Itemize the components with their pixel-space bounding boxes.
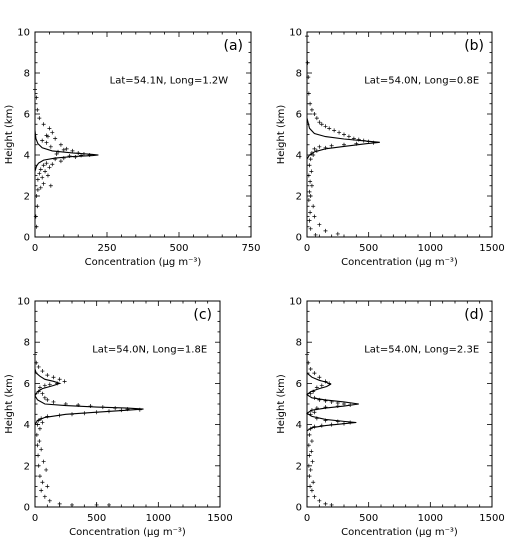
observation-point [330, 503, 334, 507]
observation-point [58, 413, 62, 417]
panel-3 [276, 297, 505, 539]
y-tick-label: 8 [295, 337, 302, 349]
y-tick-label: 8 [23, 337, 30, 349]
x-tick-label: 1500 [479, 243, 505, 254]
observation-point [38, 427, 42, 431]
observation-point [330, 144, 334, 148]
y-tick-label: 10 [289, 27, 302, 39]
observation-point [310, 184, 314, 188]
y-axis-label: Height (km) [4, 374, 15, 434]
observation-point [37, 464, 41, 468]
observation-point [42, 163, 46, 167]
observation-point [40, 176, 44, 180]
observation-point [311, 480, 315, 484]
observation-point [46, 174, 50, 178]
panel-2 [4, 297, 233, 539]
x-axis-label: Concentration (μg m⁻³) [84, 257, 202, 268]
x-tick-label: 0 [303, 243, 311, 254]
observation-point [35, 108, 39, 112]
y-tick-label: 2 [23, 191, 30, 203]
observation-point [309, 367, 313, 371]
observation-point [39, 167, 43, 171]
observation-point [45, 373, 49, 377]
observation-point [317, 145, 321, 149]
y-tick-label: 2 [295, 191, 302, 203]
observation-point [312, 147, 316, 151]
observation-point [52, 400, 56, 404]
y-tick-label: 4 [23, 420, 30, 432]
observation-point [42, 122, 46, 126]
observation-point [310, 439, 314, 443]
observation-point [362, 139, 366, 143]
x-axis-label: Concentration (μg m⁻³) [341, 527, 458, 538]
observation-point [348, 403, 352, 407]
y-tick-label: 6 [295, 109, 302, 121]
x-tick-label: 500 [359, 243, 379, 254]
observation-point [113, 406, 117, 410]
model-profile-line [307, 118, 380, 159]
y-tick-label: 4 [295, 420, 302, 432]
observation-point [324, 502, 328, 506]
x-tick-label: 1000 [417, 243, 444, 254]
panel-label: (b) [464, 38, 484, 54]
y-tick-label: 10 [17, 296, 30, 308]
observation-point [76, 151, 80, 155]
y-tick-label: 8 [295, 68, 302, 80]
x-tick-label: 500 [359, 513, 379, 524]
observation-point [308, 484, 312, 488]
observation-point [50, 162, 54, 166]
observation-point [45, 484, 49, 488]
observation-point [49, 145, 53, 149]
x-tick-label: 0 [31, 243, 39, 254]
observation-point [312, 371, 316, 375]
panel-0 [4, 28, 261, 269]
observation-point [40, 392, 44, 396]
location-annotation: Lat=54.0N, Long=1.8E [92, 344, 208, 356]
observation-point [40, 480, 44, 484]
observation-point [317, 375, 321, 379]
observation-point [309, 169, 313, 173]
observation-point [34, 215, 38, 219]
observation-point [311, 204, 315, 208]
observation-point [330, 423, 334, 427]
observation-point [59, 159, 63, 163]
plot-frame [35, 301, 220, 507]
observation-point [314, 233, 318, 237]
observation-point [40, 369, 44, 373]
observation-point [342, 133, 346, 137]
observation-point [62, 156, 66, 160]
observation-point [42, 182, 46, 186]
observation-point [73, 155, 77, 159]
observation-point [36, 178, 40, 182]
observation-point [40, 421, 44, 425]
observation-point [306, 61, 310, 65]
observation-point [309, 227, 313, 231]
observation-point [309, 468, 313, 472]
observation-point [47, 126, 51, 130]
panel-label: (c) [193, 307, 212, 323]
observation-point [95, 410, 99, 414]
observation-point [70, 412, 74, 416]
plot-frame [307, 32, 492, 237]
observation-point [38, 474, 42, 478]
y-tick-label: 4 [23, 150, 30, 162]
observation-point [312, 396, 316, 400]
observation-point [43, 495, 47, 499]
observation-point [39, 186, 43, 190]
observation-point [332, 128, 336, 132]
y-tick-label: 10 [17, 27, 30, 39]
x-tick-label: 250 [97, 243, 117, 254]
observation-point [315, 116, 319, 120]
observation-point [342, 422, 346, 426]
observation-point [305, 34, 309, 38]
model-profile-line [35, 369, 144, 425]
observation-point [37, 171, 41, 175]
observation-point [42, 460, 46, 464]
observation-point [119, 408, 123, 412]
observation-point [307, 474, 311, 478]
observation-point [311, 460, 315, 464]
y-tick-label: 0 [23, 232, 30, 244]
observation-point [336, 232, 340, 236]
observation-point [308, 102, 312, 106]
observation-point [309, 157, 313, 161]
observation-point [59, 143, 63, 147]
y-tick-label: 0 [295, 502, 302, 514]
y-tick-label: 6 [23, 378, 30, 390]
observation-point [37, 116, 41, 120]
x-axis-label: Concentration (μg m⁻³) [69, 527, 186, 538]
observation-point [39, 447, 43, 451]
observation-point [43, 396, 47, 400]
observation-point [305, 353, 309, 357]
observation-point [309, 412, 313, 416]
y-axis-label: Height (km) [276, 374, 287, 434]
x-tick-label: 1000 [417, 513, 444, 524]
observation-point [307, 190, 311, 194]
observation-point [307, 454, 311, 458]
x-tick-label: 1500 [479, 513, 505, 524]
observation-point [58, 502, 62, 506]
observation-point [63, 379, 67, 383]
observation-point [48, 499, 52, 503]
observation-point [320, 424, 324, 428]
observation-point [36, 188, 40, 192]
observation-point [312, 112, 316, 116]
y-axis-label: Height (km) [276, 104, 287, 165]
y-tick-label: 6 [23, 109, 30, 121]
y-axis-label: Height (km) [4, 104, 15, 165]
observation-point [317, 120, 321, 124]
observation-point [53, 137, 57, 141]
observation-point [45, 398, 49, 402]
observation-point [65, 147, 69, 151]
x-tick-label: 0 [303, 513, 311, 524]
observation-point [62, 148, 66, 152]
observation-point [82, 411, 86, 415]
observation-point [50, 130, 54, 134]
observation-point [324, 229, 328, 233]
observation-point [347, 135, 351, 139]
observation-point [45, 141, 49, 145]
location-annotation: Lat=54.1N, Long=1.2W [109, 75, 229, 87]
observation-point [307, 433, 311, 437]
y-tick-label: 4 [295, 150, 302, 162]
x-tick-label: 750 [241, 243, 261, 254]
y-tick-label: 6 [295, 378, 302, 390]
x-tick-label: 1000 [145, 513, 172, 524]
x-axis-label: Concentration (μg m⁻³) [341, 257, 458, 268]
location-annotation: Lat=54.0N, Long=2.3E [364, 344, 480, 356]
observation-point [35, 443, 39, 447]
observation-point [307, 219, 311, 223]
observation-point [324, 124, 328, 128]
panel-label: (a) [223, 38, 243, 54]
observation-point [47, 165, 51, 169]
observation-point [58, 377, 62, 381]
observation-point [52, 375, 56, 379]
observation-point [312, 215, 316, 219]
observation-point [312, 410, 316, 414]
x-tick-label: 1500 [207, 513, 233, 524]
observation-point [89, 404, 93, 408]
observation-point [70, 503, 74, 507]
observation-point [107, 503, 111, 507]
observation-point [37, 439, 41, 443]
observation-point [44, 468, 48, 472]
observation-point [310, 108, 314, 112]
observation-point [317, 499, 321, 503]
observation-point [315, 149, 319, 153]
observation-point [43, 169, 47, 173]
observation-point [101, 405, 105, 409]
observation-point [309, 194, 313, 198]
observation-point [308, 210, 312, 214]
observation-point [40, 139, 44, 143]
observation-point [320, 383, 324, 387]
observation-point [36, 454, 40, 458]
observation-point [308, 180, 312, 184]
x-tick-label: 500 [87, 513, 107, 524]
observation-point [33, 353, 37, 357]
observation-point [309, 449, 313, 453]
observation-point [307, 163, 311, 167]
observation-point [327, 126, 331, 130]
observation-point [348, 421, 352, 425]
panel-label: (d) [464, 307, 484, 323]
y-tick-label: 0 [295, 232, 302, 244]
y-tick-label: 2 [295, 461, 302, 473]
location-annotation: Lat=54.0N, Long=0.8E [364, 75, 480, 87]
observation-point [33, 87, 37, 91]
observation-point [35, 204, 39, 208]
observation-point [49, 184, 53, 188]
y-tick-label: 10 [289, 296, 302, 308]
x-tick-label: 500 [169, 243, 189, 254]
plot-frame [307, 301, 492, 507]
observation-point [337, 130, 341, 134]
panel-1 [276, 28, 505, 269]
x-tick-label: 0 [31, 513, 39, 524]
y-tick-label: 8 [23, 68, 30, 80]
y-tick-label: 0 [23, 502, 30, 514]
observation-point [43, 383, 47, 387]
observation-point [107, 409, 111, 413]
observation-point [310, 489, 314, 493]
observation-point [320, 122, 324, 126]
plot-frame [35, 32, 251, 237]
observation-point [37, 365, 41, 369]
observation-point [317, 223, 321, 227]
y-tick-label: 2 [23, 461, 30, 473]
observation-point [312, 495, 316, 499]
observation-point [39, 489, 43, 493]
observation-point [95, 503, 99, 507]
observation-point [45, 161, 49, 165]
